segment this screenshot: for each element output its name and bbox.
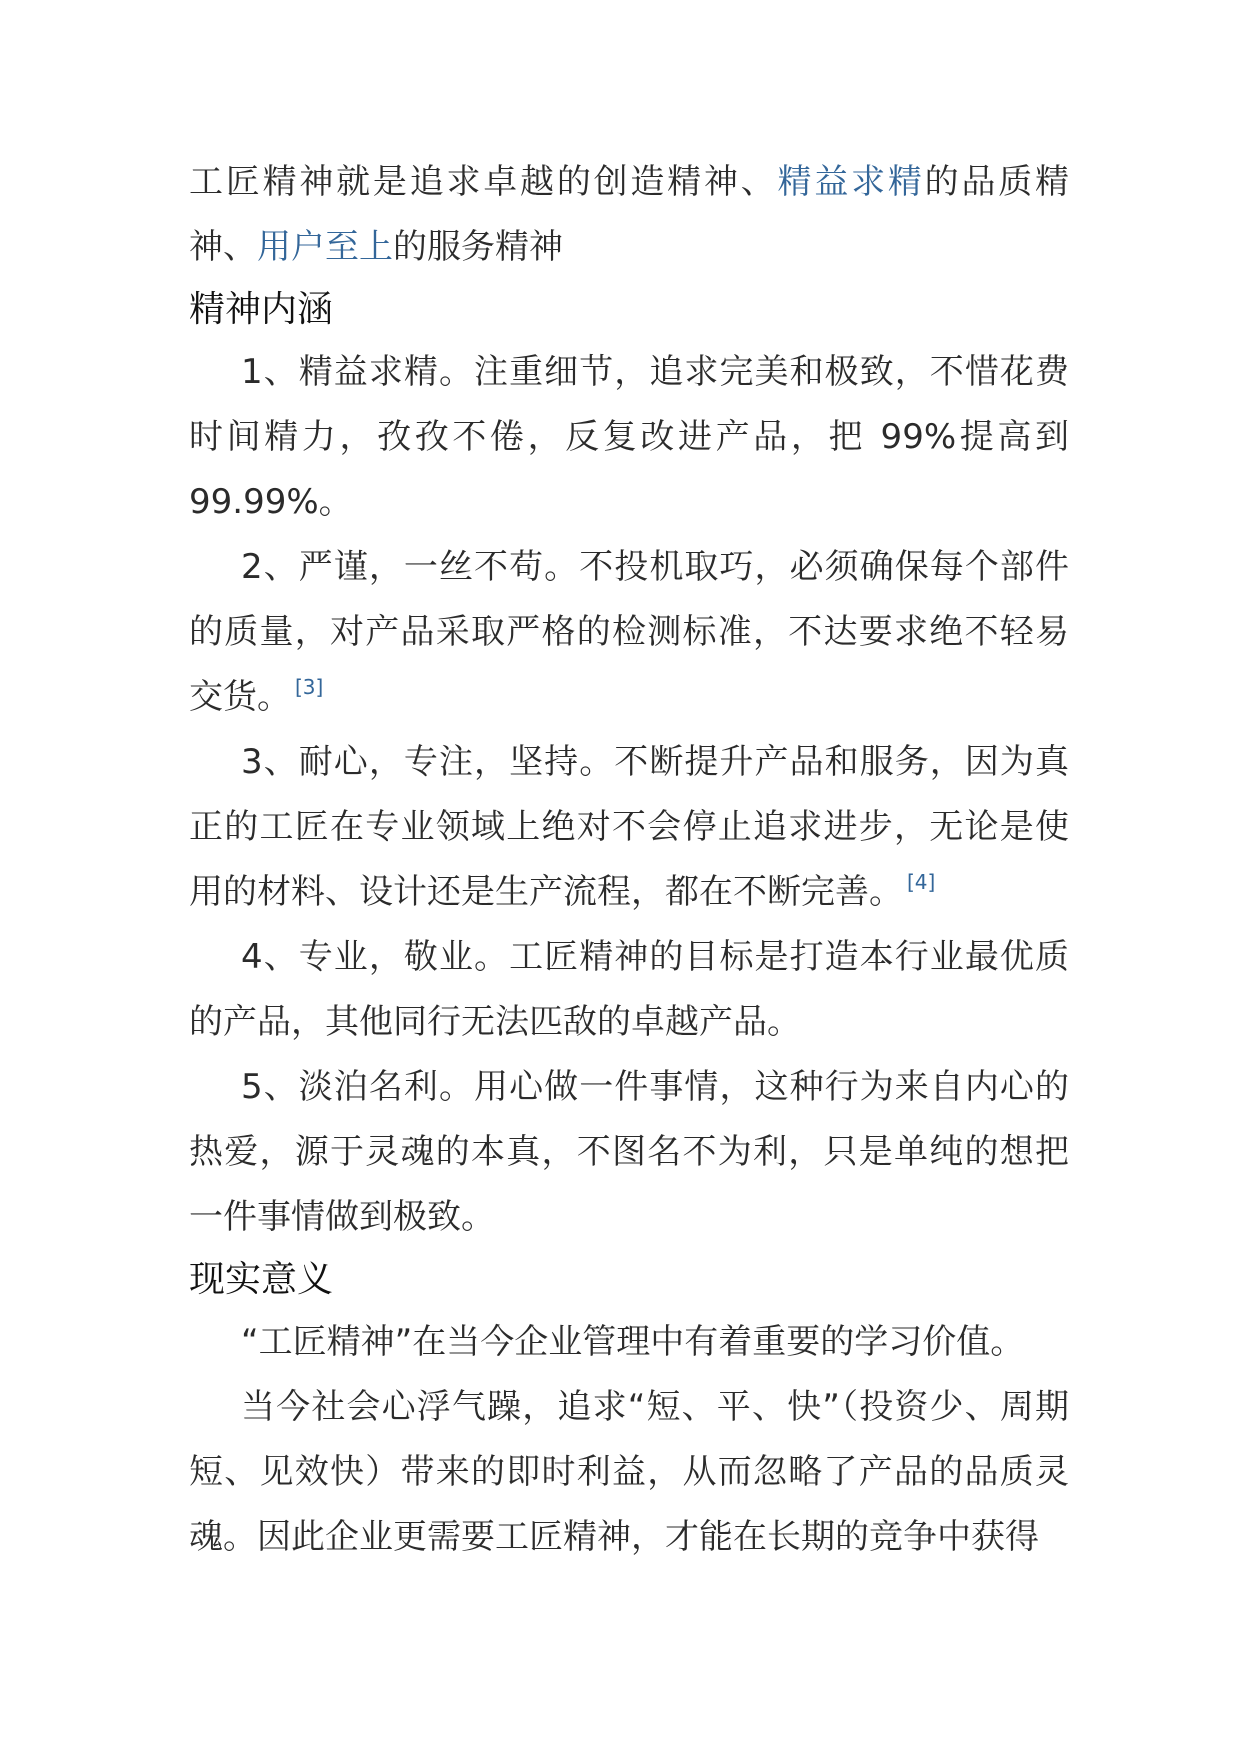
list-item-text: 3、耐心，专注，坚持。不断提升产品和服务，因为真正的工匠在专业领域上绝对不会停止追求进步，无论是使用的材料、设计还是生产流程，都在不断完善。 — [189, 742, 1069, 912]
list-item — [189, 340, 1069, 535]
document-page — [189, 150, 1069, 1570]
list-item-text: 2、严谨，一丝不苟。不投机取巧，必须确保每个部件的质量，对产品采取严格的检测标准，不达要求绝不轻易交货。 — [189, 547, 1069, 717]
citation-3[interactable]: [3] — [295, 675, 324, 699]
citation-4[interactable]: [4] — [907, 870, 936, 894]
list-item — [189, 535, 1069, 730]
list-item — [189, 1055, 1069, 1250]
list-item-text: 4、专业，敬业。工匠精神的目标是打造本行业最优质的产品，其他同行无法匹敌的卓越产品。 — [189, 937, 1069, 1042]
link-jingyiqiujing[interactable]: 精益求精 — [777, 162, 925, 202]
section-heading-connotation: 精神内涵 — [189, 289, 334, 330]
list-item-text: 1、精益求精。注重细节，追求完美和极致，不惜花费时间精力，孜孜不倦，反复改进产品，把 99%提高到 99.99%。 — [189, 352, 1069, 522]
list-item — [189, 925, 1069, 1055]
intro-text-1: 工匠精神就是追求卓越的创造精神、 — [189, 162, 778, 202]
significance-paragraph-2: 当今社会心浮气躁，追求“短、平、快”（投资少、周期短、见效快）带来的即时利益，从而忽略了产品的品质灵魂。因此企业更需要工匠精神，才能在长期的竞争中获得 — [189, 1387, 1069, 1557]
significance-paragraph-1: “工匠精神”在当今企业管理中有着重要的学习价值。 — [241, 1322, 1025, 1362]
list-item-text: 5、淡泊名利。用心做一件事情，这种行为来自内心的热爱，源于灵魂的本真，不图名不为利，只是单纯的想把一件事情做到极致。 — [189, 1067, 1069, 1237]
list-item — [189, 730, 1069, 925]
section-heading-significance: 现实意义 — [189, 1259, 334, 1300]
intro-text-2: 的品质精神、 — [189, 162, 1070, 267]
link-yonghuzhishang[interactable]: 用户至上 — [257, 227, 393, 267]
intro-text-3: 的服务精神 — [393, 227, 563, 267]
intro-paragraph — [189, 150, 1069, 280]
